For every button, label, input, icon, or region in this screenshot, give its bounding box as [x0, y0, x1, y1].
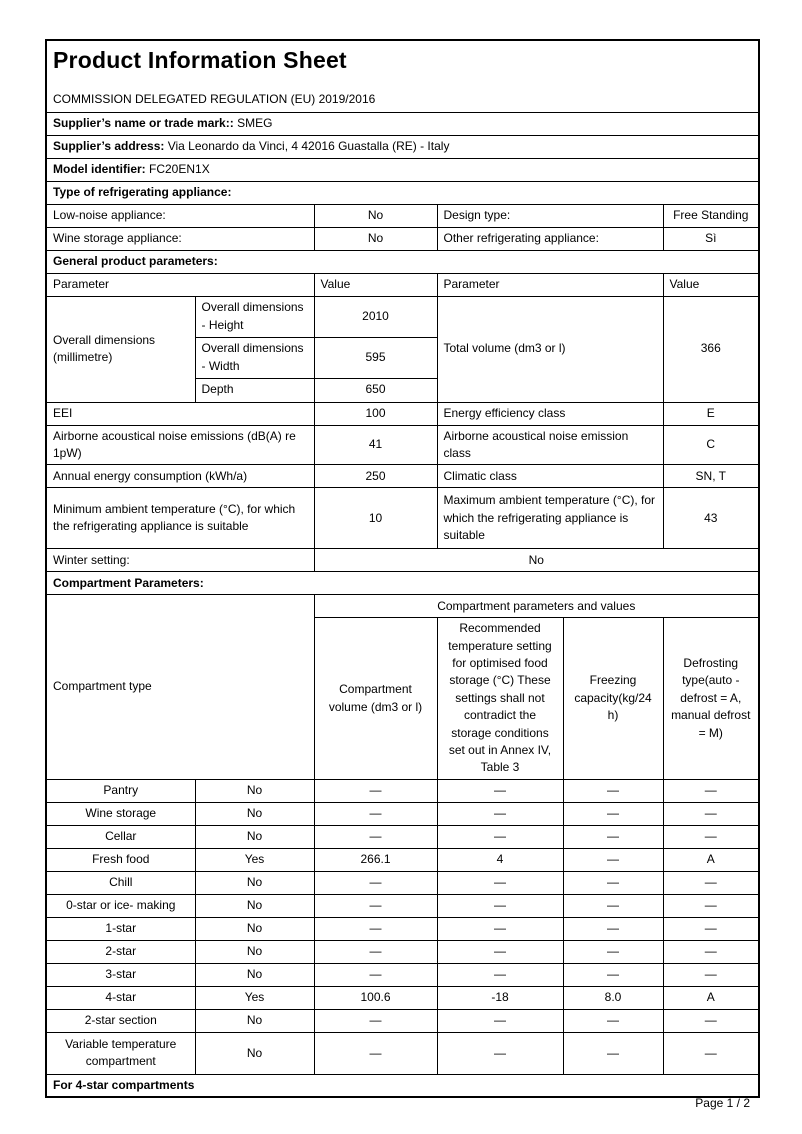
table-row	[46, 894, 759, 917]
compartment-volume: —	[314, 940, 437, 963]
param-value: 41	[314, 425, 437, 465]
compartment-type: 4-star	[46, 986, 195, 1009]
param-label: Maximum ambient temperature (°C), for which the refrigerating appliance is suitable	[437, 488, 663, 549]
compartment-present: No	[195, 1032, 314, 1074]
compartment-temp: —	[437, 917, 563, 940]
table-row	[46, 402, 759, 425]
supplier-name-value: SMEG	[237, 115, 273, 130]
page-title: Product Information Sheet	[53, 46, 347, 73]
param-value: SN, T	[663, 465, 759, 488]
compartment-type: 0-star or ice- making	[46, 894, 195, 917]
column-header: Parameter	[437, 273, 663, 296]
compartment-header-row	[46, 595, 759, 618]
compartment-temp: —	[437, 779, 563, 802]
compartment-freezing: —	[563, 894, 663, 917]
compartment-type: 1-star	[46, 917, 195, 940]
compartment-present: No	[195, 779, 314, 802]
supplier-name-label: Supplier’s name or trade mark::	[53, 115, 234, 130]
param-value: 43	[663, 488, 759, 549]
general-section-heading: General product parameters:	[46, 250, 759, 273]
compartment-type-header: Compartment type	[46, 595, 314, 780]
param-label: Low-noise appliance:	[46, 204, 314, 227]
dimension-value: 595	[314, 337, 437, 378]
param-label: Airborne acoustical noise emission class	[437, 425, 663, 465]
compartment-present: Yes	[195, 848, 314, 871]
table-row	[46, 1009, 759, 1032]
column-header: Parameter	[46, 273, 314, 296]
model-identifier-value: FC20EN1X	[149, 161, 210, 176]
compartment-freezing: —	[563, 802, 663, 825]
page-number: Page 1 / 2	[695, 1096, 750, 1110]
table-row	[46, 963, 759, 986]
compartment-defrost: A	[663, 848, 759, 871]
param-label: Winter setting:	[46, 549, 314, 572]
param-value: Free Standing	[663, 204, 759, 227]
dimension-value: 2010	[314, 296, 437, 337]
compartment-defrost: —	[663, 825, 759, 848]
supplier-address-row	[46, 135, 759, 158]
param-label: Energy efficiency class	[437, 402, 663, 425]
param-label: Climatic class	[437, 465, 663, 488]
compartment-defrost: —	[663, 779, 759, 802]
column-header: Value	[663, 273, 759, 296]
column-header: Compartment volume (dm3 or l)	[314, 618, 437, 780]
compartment-freezing: —	[563, 871, 663, 894]
supplier-name-row	[46, 112, 759, 135]
compartment-volume: 266.1	[314, 848, 437, 871]
compartment-freezing: —	[563, 825, 663, 848]
compartment-present: No	[195, 917, 314, 940]
compartment-temp: -18	[437, 986, 563, 1009]
compartment-present: No	[195, 825, 314, 848]
compartment-temp: —	[437, 802, 563, 825]
compartment-present: No	[195, 940, 314, 963]
compartment-freezing: —	[563, 779, 663, 802]
compartment-type: 2-star section	[46, 1009, 195, 1032]
param-label: Wine storage appliance:	[46, 227, 314, 250]
four-star-section-heading: For 4-star compartments	[46, 1074, 759, 1097]
supplier-address-label: Supplier’s address:	[53, 138, 165, 153]
compartment-present: No	[195, 894, 314, 917]
supplier-address-value: Via Leonardo da Vinci, 4 42016 Guastalla (RE) - Italy	[167, 138, 450, 153]
param-label: Airborne acoustical noise emissions (dB(A) re 1pW)	[46, 425, 314, 465]
winter-setting-row	[46, 549, 759, 572]
model-identifier-row	[46, 158, 759, 181]
column-header: Value	[314, 273, 437, 296]
compartment-volume: —	[314, 1009, 437, 1032]
compartment-freezing: —	[563, 848, 663, 871]
param-label: EEI	[46, 402, 314, 425]
compartment-temp: —	[437, 963, 563, 986]
table-row	[46, 871, 759, 894]
compartment-volume: —	[314, 871, 437, 894]
compartment-defrost: A	[663, 986, 759, 1009]
compartment-defrost: —	[663, 894, 759, 917]
dimension-value: 650	[314, 378, 437, 402]
param-value: 100	[314, 402, 437, 425]
compartment-temp: —	[437, 1032, 563, 1074]
param-label: Design type:	[437, 204, 663, 227]
dimension-sub-label: Overall dimensions - Width	[195, 337, 314, 378]
compartment-defrost: —	[663, 1009, 759, 1032]
compartment-freezing: —	[563, 963, 663, 986]
table-row	[46, 204, 759, 227]
compartment-defrost: —	[663, 917, 759, 940]
param-value: Sì	[663, 227, 759, 250]
dimension-sub-label: Overall dimensions - Height	[195, 296, 314, 337]
compartment-volume: —	[314, 1032, 437, 1074]
compartment-defrost: —	[663, 963, 759, 986]
compartment-volume: —	[314, 963, 437, 986]
compartment-section-heading: Compartment Parameters:	[46, 572, 759, 595]
compartment-temp: —	[437, 894, 563, 917]
param-value: No	[314, 204, 437, 227]
dimension-sub-label: Depth	[195, 378, 314, 402]
compartment-volume: 100.6	[314, 986, 437, 1009]
compartment-type: Variable temperature compartment	[46, 1032, 195, 1074]
table-row	[46, 465, 759, 488]
param-value: No	[314, 549, 759, 572]
compartment-type: Wine storage	[46, 802, 195, 825]
column-header: Freezing capacity(kg/24 h)	[563, 618, 663, 780]
compartment-type: 2-star	[46, 940, 195, 963]
compartment-freezing: —	[563, 940, 663, 963]
table-row	[46, 986, 759, 1009]
compartment-present: No	[195, 1009, 314, 1032]
compartment-volume: —	[314, 917, 437, 940]
column-header: Defrosting type(auto - defrost = A, manual defrost = M)	[663, 618, 759, 780]
compartment-defrost: —	[663, 871, 759, 894]
total-volume-value: 366	[663, 296, 759, 402]
compartment-volume: —	[314, 894, 437, 917]
param-value: E	[663, 402, 759, 425]
regulation-subtitle: COMMISSION DELEGATED REGULATION (EU) 2019/2016	[53, 92, 376, 107]
compartment-type: Fresh food	[46, 848, 195, 871]
dimensions-group-label: Overall dimensions (millimetre)	[46, 296, 195, 402]
compartment-type: Chill	[46, 871, 195, 894]
table-row	[46, 227, 759, 250]
compartment-freezing: —	[563, 1032, 663, 1074]
compartment-temp: —	[437, 825, 563, 848]
type-section-heading: Type of refrigerating appliance:	[46, 181, 759, 204]
column-header: Recommended temperature setting for optimised food storage (°C) These settings shall not contradict the storage conditions set out in Annex IV, Table 3	[437, 618, 563, 780]
compartment-present: Yes	[195, 986, 314, 1009]
compartment-volume: —	[314, 825, 437, 848]
table-row	[46, 917, 759, 940]
param-label: Minimum ambient temperature (°C), for which the refrigerating appliance is suitable	[46, 488, 314, 549]
compartment-temp: —	[437, 940, 563, 963]
table-row	[46, 488, 759, 549]
compartment-type: Pantry	[46, 779, 195, 802]
model-identifier-label: Model identifier:	[53, 161, 146, 176]
compartment-defrost: —	[663, 940, 759, 963]
table-row	[46, 825, 759, 848]
param-value: No	[314, 227, 437, 250]
table-row	[46, 848, 759, 871]
table-row	[46, 940, 759, 963]
column-header-row	[46, 273, 759, 296]
compartment-temp: 4	[437, 848, 563, 871]
title-block	[46, 40, 759, 112]
compartment-temp: —	[437, 871, 563, 894]
table-row	[46, 779, 759, 802]
param-label: Other refrigerating appliance:	[437, 227, 663, 250]
product-info-table	[45, 39, 760, 1098]
compartment-present: No	[195, 871, 314, 894]
compartment-volume: —	[314, 779, 437, 802]
compartment-temp: —	[437, 1009, 563, 1032]
param-value: C	[663, 425, 759, 465]
table-row	[46, 802, 759, 825]
compartment-group-header: Compartment parameters and values	[314, 595, 759, 618]
compartment-type: Cellar	[46, 825, 195, 848]
compartment-type: 3-star	[46, 963, 195, 986]
table-row	[46, 296, 759, 337]
param-label: Annual energy consumption (kWh/a)	[46, 465, 314, 488]
compartment-volume: —	[314, 802, 437, 825]
compartment-defrost: —	[663, 802, 759, 825]
compartment-freezing: 8.0	[563, 986, 663, 1009]
total-volume-label: Total volume (dm3 or l)	[437, 296, 663, 402]
compartment-present: No	[195, 802, 314, 825]
param-value: 250	[314, 465, 437, 488]
compartment-present: No	[195, 963, 314, 986]
table-row	[46, 1032, 759, 1074]
compartment-freezing: —	[563, 1009, 663, 1032]
table-row	[46, 425, 759, 465]
compartment-freezing: —	[563, 917, 663, 940]
param-value: 10	[314, 488, 437, 549]
compartment-defrost: —	[663, 1032, 759, 1074]
